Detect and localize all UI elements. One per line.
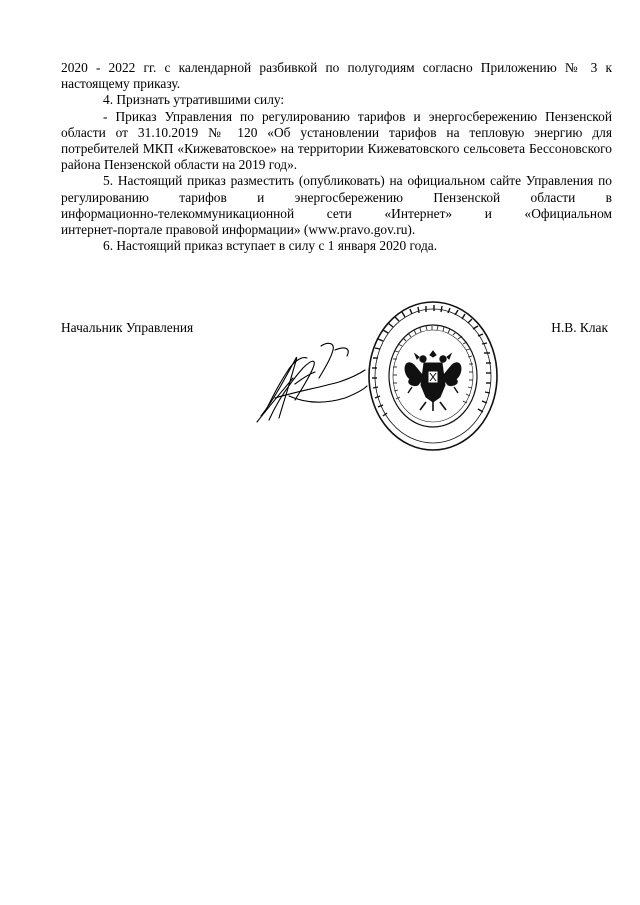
double-headed-eagle-emblem (405, 351, 461, 411)
document-body (61, 60, 612, 254)
paragraph-item-5-line-2: информационно-телекоммуникационной сети «Интернет» и «Официальном (61, 205, 612, 221)
signer-position: Начальник Управления (61, 320, 194, 335)
official-seal (366, 299, 500, 453)
paragraph-repealed-order: - Приказ Управления по регулированию тарифов и энергосбережению Пензенской области от 31.10.2019 № 120 «Об установлении тарифов на тепловую энергию для потребителей МКП «Кижеватовское» на территории Кижеватовского сельсовета Бессоновского района Пензенской области на 2019 год». (61, 108, 612, 173)
signer-name: Н.В. Клак (551, 320, 608, 335)
paragraph-item-6: 6. Настоящий приказ вступает в силу с 1 января 2020 года. (103, 238, 438, 254)
paragraph-item-5-line-3: интернет-портале правовой информации» (www.pravo.gov.ru). (61, 222, 416, 238)
paragraph-continuation: 2020 - 2022 гг. с календарной разбивкой по полугодиям согласно Приложению № 3 к настоящему приказу. (61, 60, 612, 92)
paragraph-item-4: 4. Признать утратившими силу: (103, 92, 285, 108)
paragraph-item-5: 5. Настоящий приказ разместить (опубликовать) на официальном сайте Управления по регулированию тарифов и энергосбережению Пензенской области в (61, 173, 612, 205)
handwritten-signature (255, 338, 370, 428)
